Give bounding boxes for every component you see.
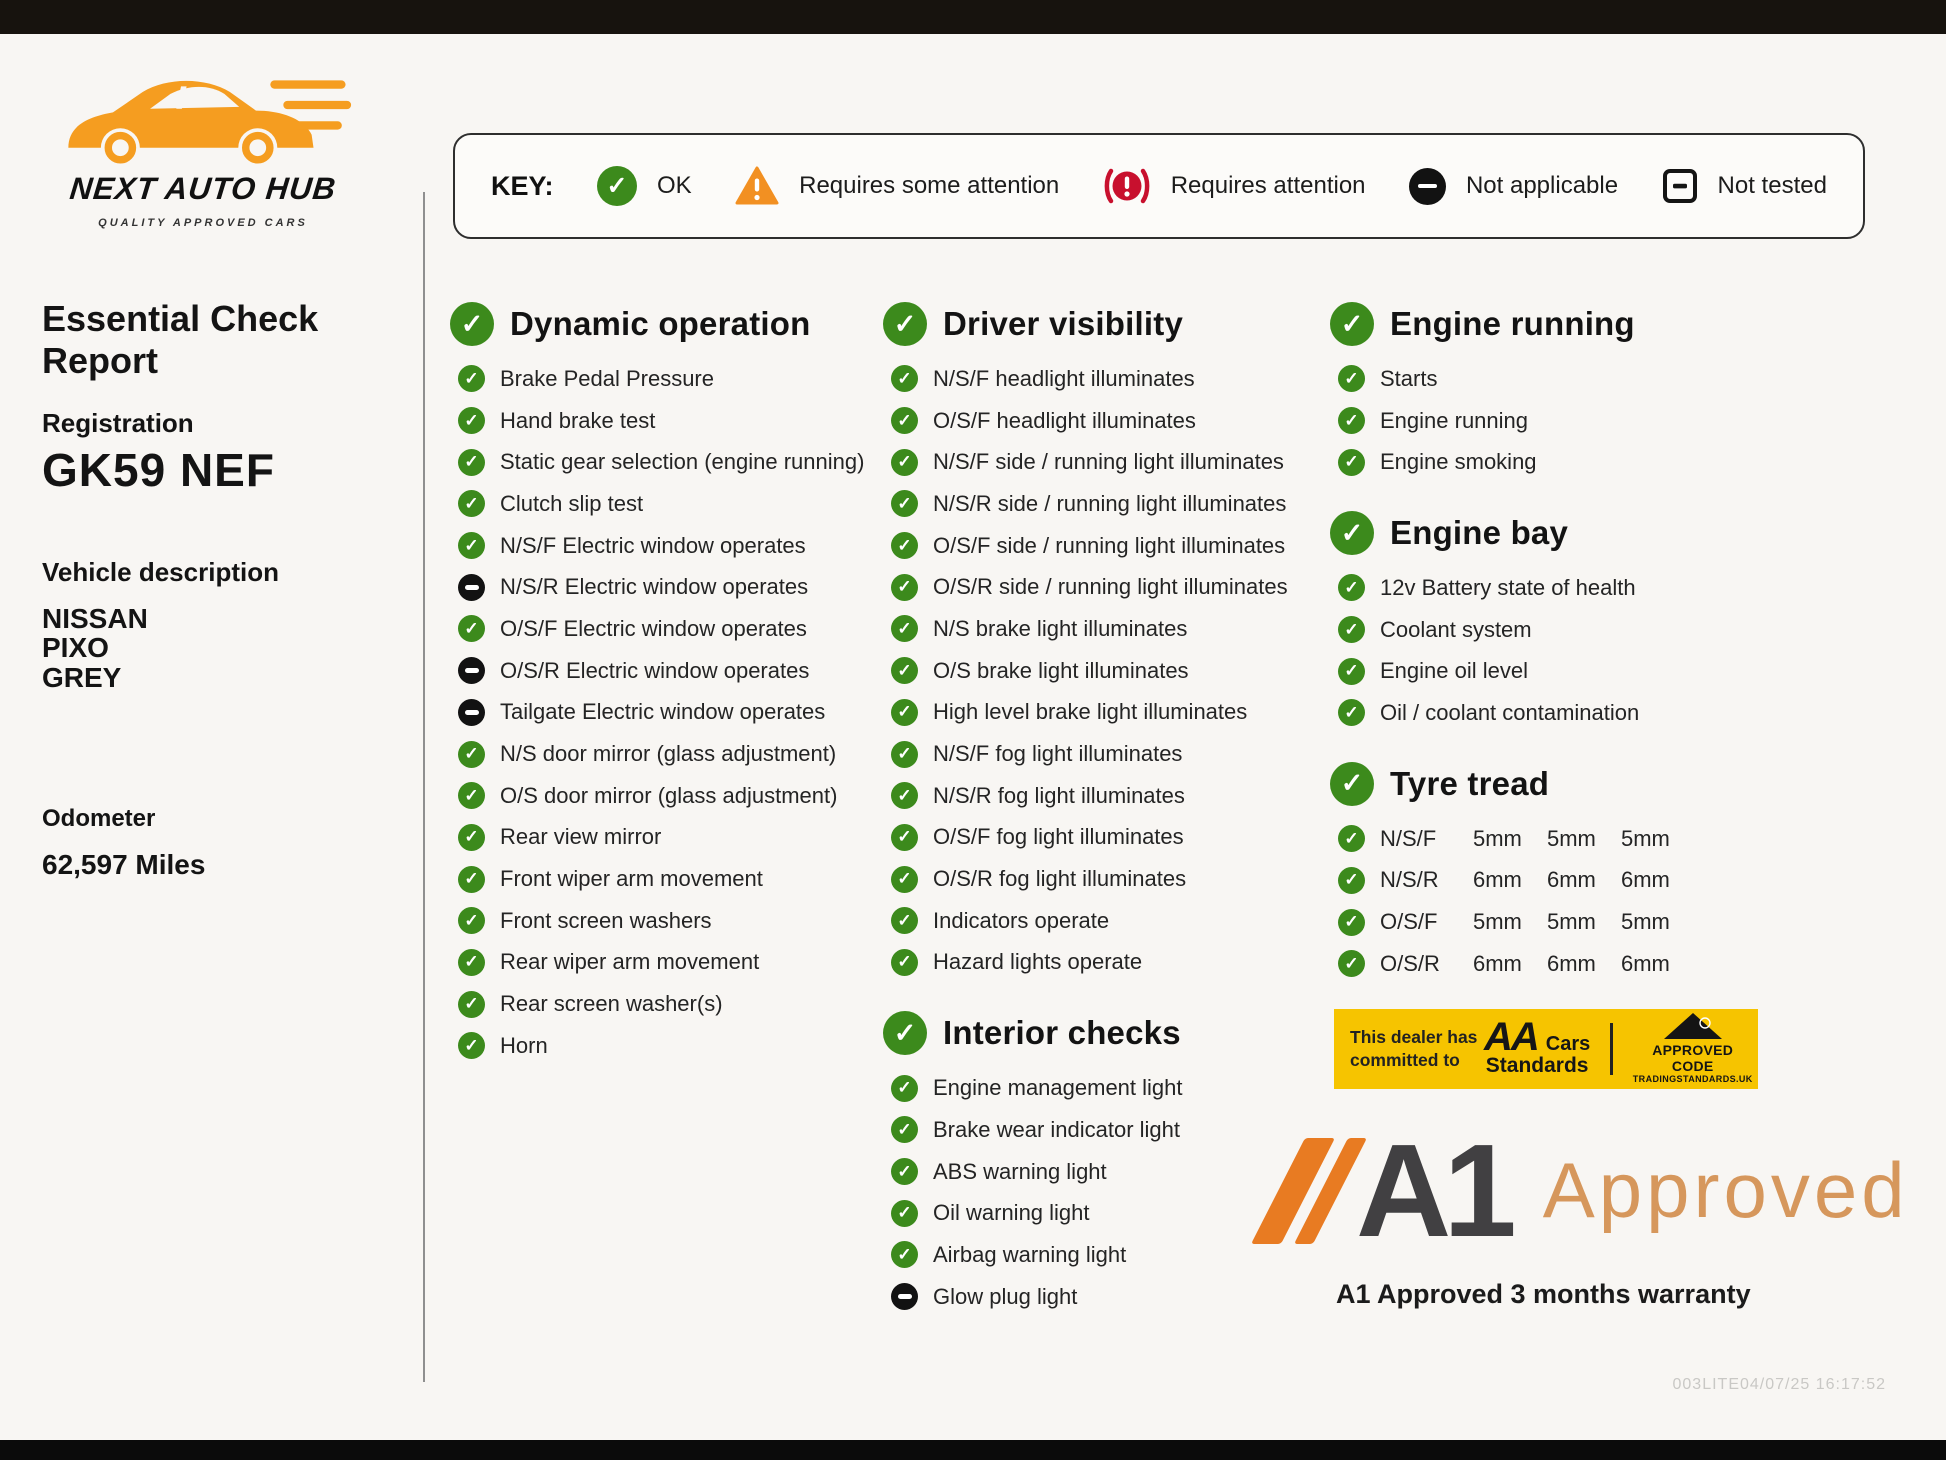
report-sidebar	[42, 298, 387, 881]
warning-triangle-icon	[735, 166, 779, 206]
trading-standards-logo	[1633, 1013, 1753, 1084]
status-ok-icon: ✓	[458, 907, 485, 934]
check-item-label: N/S door mirror (glass adjustment)	[500, 741, 837, 767]
status-ok-icon: ✓	[891, 615, 918, 642]
key-item	[597, 166, 692, 206]
check-item-label: Hand brake test	[500, 407, 656, 433]
tyre-tread-value: 5mm	[1547, 909, 1596, 935]
status-ok-icon: ✓	[1338, 950, 1365, 977]
key-item-label: Requires some attention	[799, 172, 1060, 199]
tyre-tread-value: 6mm	[1473, 867, 1522, 893]
status-ok-icon: ✓	[891, 407, 918, 434]
approved-code-label: APPROVED CODE	[1652, 1042, 1734, 1075]
check-item	[1338, 650, 1942, 692]
status-ok-icon: ✓	[450, 302, 494, 346]
status-ok-icon: ✓	[891, 1200, 918, 1227]
check-item	[458, 692, 895, 734]
key-item-label: OK	[656, 172, 692, 199]
check-item-label: N/S/F fog light illuminates	[933, 741, 1183, 767]
check-item-label: O/S door mirror (glass adjustment)	[500, 782, 838, 808]
check-item-label: O/S/R	[1380, 950, 1440, 976]
section-items	[450, 358, 895, 1067]
check-item-label: N/S/F Electric window operates	[500, 532, 806, 558]
check-item-label: N/S brake light illuminates	[933, 615, 1188, 641]
check-item	[891, 1276, 1338, 1318]
section-header	[450, 298, 895, 350]
aa-standards-label: Standards	[1485, 1054, 1589, 1078]
check-item	[1338, 901, 1942, 943]
check-item	[458, 400, 895, 442]
status-ok-icon: ✓	[458, 741, 485, 768]
status-ok-icon: ✓	[891, 657, 918, 684]
check-item	[1338, 400, 1942, 442]
tyre-tread-value: 5mm	[1473, 825, 1522, 851]
check-item	[458, 441, 895, 483]
odometer-label: Odometer	[42, 804, 156, 832]
aa-mark: AA	[1484, 1015, 1538, 1060]
check-item	[1338, 609, 1942, 651]
status-ok-icon: ✓	[1330, 511, 1374, 555]
check-item	[891, 441, 1338, 483]
check-item-label: Brake wear indicator light	[933, 1116, 1181, 1142]
report-timestamp: 003LITE04/07/25 16:17:52	[1672, 1376, 1886, 1393]
check-item	[891, 483, 1338, 525]
section-title: Interior checks	[943, 1014, 1181, 1052]
status-ok-icon: ✓	[891, 490, 918, 517]
status-ok-icon: ✓	[891, 574, 918, 601]
check-item	[891, 650, 1338, 692]
registration-value: GK59 NEF	[42, 443, 275, 496]
section-header	[1330, 298, 1942, 350]
status-ok-icon: ✓	[458, 407, 485, 434]
tyre-tread-value: 5mm	[1473, 909, 1522, 935]
status-ok-icon: ✓	[891, 532, 918, 559]
check-item-label: Rear view mirror	[500, 824, 662, 850]
check-item	[458, 817, 895, 859]
key-legend-label: KEY:	[491, 170, 554, 201]
check-item	[1338, 860, 1942, 902]
status-ok-icon: ✓	[883, 1011, 927, 1055]
check-item	[458, 942, 895, 984]
check-item	[458, 983, 895, 1025]
status-ok-icon: ✓	[1338, 365, 1365, 392]
status-ok-icon: ✓	[1338, 574, 1365, 601]
tyre-tread-value: 6mm	[1621, 867, 1670, 893]
section-items	[883, 1067, 1338, 1317]
tyre-tread-value: 6mm	[1547, 867, 1596, 893]
status-ok-icon: ✓	[458, 782, 485, 809]
key-item	[1662, 168, 1827, 204]
status-not-applicable-icon	[458, 699, 485, 726]
key-item	[1409, 168, 1618, 205]
status-ok-icon: ✓	[597, 166, 637, 206]
status-ok-icon: ✓	[458, 866, 485, 893]
key-legend	[453, 133, 1865, 239]
check-item-label: ABS warning light	[933, 1158, 1107, 1184]
car-logo-icon	[48, 66, 358, 170]
status-ok-icon: ✓	[891, 866, 918, 893]
odometer-value: 62,597 Miles	[42, 848, 206, 880]
check-item	[458, 525, 895, 567]
check-item	[891, 817, 1338, 859]
check-item-label: O/S/F Electric window operates	[500, 615, 807, 641]
vehicle-description-label: Vehicle description	[42, 556, 279, 587]
dealer-logo	[30, 66, 376, 229]
check-item-label: High level brake light illuminates	[933, 699, 1248, 725]
check-item	[891, 858, 1338, 900]
check-item-label: N/S/R fog light illuminates	[933, 782, 1185, 808]
section-header	[1330, 507, 1942, 559]
check-item-label: Clutch slip test	[500, 490, 644, 516]
column-dynamic-operation	[450, 298, 895, 1091]
status-ok-icon: ✓	[891, 1158, 918, 1185]
check-item	[891, 358, 1338, 400]
check-item-label: Tailgate Electric window operates	[500, 699, 826, 725]
check-item	[891, 608, 1338, 650]
status-ok-icon: ✓	[891, 1116, 918, 1143]
a1-approved-label: Approved	[1542, 1146, 1909, 1235]
a1-approved-logo	[1278, 1116, 1942, 1264]
check-item-label: Brake Pedal Pressure	[500, 365, 714, 391]
section-header	[883, 298, 1338, 350]
status-ok-icon: ✓	[883, 302, 927, 346]
section-title: Dynamic operation	[510, 305, 811, 342]
status-ok-icon: ✓	[1338, 699, 1365, 726]
check-item	[891, 400, 1338, 442]
check-item	[458, 650, 895, 692]
key-item-label: Not tested	[1717, 172, 1827, 199]
section-title: Driver visibility	[943, 305, 1184, 342]
status-ok-icon: ✓	[891, 907, 918, 934]
check-item	[891, 566, 1338, 608]
check-item-label: Horn	[500, 1032, 548, 1058]
key-item	[1103, 166, 1366, 206]
tyre-tread-value: 5mm	[1621, 825, 1670, 851]
check-item	[458, 608, 895, 650]
check-item-label: N/S/F side / running light illuminates	[933, 449, 1284, 475]
vehicle-description-line: PIXO	[42, 632, 109, 664]
check-item-label: O/S/R side / running light illuminates	[933, 574, 1288, 600]
section-header	[883, 1007, 1338, 1059]
check-item-label: O/S brake light illuminates	[933, 657, 1189, 683]
check-item-label: Glow plug light	[933, 1283, 1078, 1309]
tyre-tread-value: 6mm	[1621, 950, 1670, 976]
status-ok-icon: ✓	[458, 365, 485, 392]
check-item-label: Engine running	[1380, 407, 1529, 433]
check-item-label: Indicators operate	[933, 907, 1110, 933]
status-ok-icon: ✓	[891, 824, 918, 851]
status-ok-icon: ✓	[458, 824, 485, 851]
check-item-label: O/S/F	[1380, 909, 1438, 935]
status-not-applicable-icon	[891, 1283, 918, 1310]
check-item	[1338, 358, 1942, 400]
trading-standards-url: TRADINGSTANDARDS.UK	[1632, 1074, 1753, 1085]
column-engine-tyres	[1330, 298, 1942, 1310]
status-ok-icon: ✓	[1338, 449, 1365, 476]
check-item-label: Coolant system	[1380, 616, 1532, 642]
tyre-tread-value: 5mm	[1621, 909, 1670, 935]
aa-standards-banner	[1334, 1009, 1758, 1089]
banner-divider	[1610, 1023, 1613, 1075]
status-ok-icon: ✓	[458, 949, 485, 976]
section-header	[1330, 758, 1942, 810]
status-ok-icon: ✓	[1330, 302, 1374, 346]
report-title: Essential Check Report	[42, 298, 319, 381]
check-item-label: N/S/F headlight illuminates	[933, 365, 1195, 391]
vehicle-description-line: NISSAN	[42, 602, 148, 634]
section-title: Engine running	[1390, 305, 1635, 342]
key-item-label: Requires attention	[1170, 172, 1366, 199]
column-visibility-interior	[883, 298, 1338, 1341]
check-item	[891, 692, 1338, 734]
aa-banner-commitment-text: This dealer has committed to	[1350, 1026, 1478, 1070]
status-ok-icon: ✓	[891, 741, 918, 768]
section-title: Engine bay	[1390, 514, 1569, 552]
check-item	[458, 858, 895, 900]
check-item-label: Starts	[1380, 365, 1438, 391]
status-ok-icon: ✓	[458, 490, 485, 517]
check-item-label: Engine management light	[933, 1075, 1183, 1101]
section-items	[1330, 818, 1942, 985]
status-ok-icon: ✓	[458, 449, 485, 476]
check-item	[458, 733, 895, 775]
check-item	[891, 1151, 1338, 1193]
check-item	[458, 358, 895, 400]
check-item-label: Rear screen washer(s)	[500, 991, 723, 1017]
trading-standards-triangle-icon	[1664, 1013, 1722, 1039]
check-item	[891, 733, 1338, 775]
section-items	[1330, 358, 1942, 483]
check-item	[1338, 818, 1942, 860]
check-item	[891, 775, 1338, 817]
status-not-applicable-icon	[1409, 168, 1446, 205]
alert-icon	[1103, 166, 1151, 206]
check-item-label: Front screen washers	[500, 907, 712, 933]
check-item	[458, 1025, 895, 1067]
check-item	[458, 900, 895, 942]
status-not-applicable-icon	[458, 574, 485, 601]
status-ok-icon: ✓	[1330, 762, 1374, 806]
check-item-label: Hazard lights operate	[933, 949, 1143, 975]
check-item-label: O/S/F headlight illuminates	[933, 407, 1196, 433]
check-item	[458, 566, 895, 608]
check-item-label: N/S/R	[1380, 867, 1439, 893]
bottom-bar	[0, 1440, 1946, 1460]
vertical-divider	[423, 192, 425, 1382]
check-item-label: Oil warning light	[933, 1200, 1090, 1226]
aa-cars-label: Cars	[1545, 1033, 1591, 1056]
section-title: Tyre tread	[1390, 764, 1550, 802]
status-ok-icon: ✓	[458, 1032, 485, 1059]
check-item	[891, 1067, 1338, 1109]
check-item-label: Engine oil level	[1380, 658, 1528, 684]
check-item	[891, 900, 1338, 942]
status-ok-icon: ✓	[1338, 616, 1365, 643]
check-item	[1338, 943, 1942, 985]
check-item	[891, 1109, 1338, 1151]
check-item-label: Oil / coolant contamination	[1380, 699, 1640, 725]
a1-warranty-text: A1 Approved 3 months warranty	[1336, 1278, 1751, 1309]
status-ok-icon: ✓	[458, 615, 485, 642]
key-item-label: Not applicable	[1465, 172, 1619, 199]
check-item-label: O/S/R fog light illuminates	[933, 866, 1187, 892]
status-ok-icon: ✓	[1338, 867, 1365, 894]
a1-mark: A1	[1356, 1116, 1509, 1264]
status-ok-icon: ✓	[1338, 909, 1365, 936]
check-item	[891, 525, 1338, 567]
tyre-tread-value: 5mm	[1547, 825, 1596, 851]
check-item-label: 12v Battery state of health	[1380, 574, 1636, 600]
check-item	[891, 942, 1338, 984]
status-ok-icon: ✓	[891, 449, 918, 476]
tyre-tread-value: 6mm	[1547, 950, 1596, 976]
vehicle-description-value	[42, 604, 387, 693]
check-item-label: Rear wiper arm movement	[500, 949, 760, 975]
status-ok-icon: ✓	[458, 532, 485, 559]
aa-cars-logo	[1484, 1015, 1591, 1078]
tyre-tread-value: 6mm	[1473, 950, 1522, 976]
top-bar	[0, 0, 1946, 34]
check-item-label: Engine smoking	[1380, 449, 1537, 475]
check-item-label: N/S/R side / running light illuminates	[933, 490, 1287, 516]
section-items	[883, 358, 1338, 983]
status-ok-icon: ✓	[891, 699, 918, 726]
status-ok-icon: ✓	[1338, 825, 1365, 852]
section-items	[1330, 567, 1942, 734]
status-ok-icon: ✓	[891, 1241, 918, 1268]
check-item-label: Front wiper arm movement	[500, 866, 763, 892]
check-item	[1338, 441, 1942, 483]
check-item	[1338, 692, 1942, 734]
status-ok-icon: ✓	[1338, 407, 1365, 434]
status-ok-icon: ✓	[1338, 658, 1365, 685]
check-item	[458, 483, 895, 525]
check-item-label: O/S/R Electric window operates	[500, 657, 810, 683]
brand-tagline: QUALITY APPROVED CARS	[98, 217, 308, 229]
status-ok-icon: ✓	[891, 365, 918, 392]
status-not-applicable-icon	[458, 657, 485, 684]
registration-label: Registration	[42, 407, 194, 438]
status-ok-icon: ✓	[891, 949, 918, 976]
brand-name: NEXT AUTO HUB	[68, 171, 338, 206]
check-item-label: N/S/R Electric window operates	[500, 574, 809, 600]
vehicle-description-line: GREY	[42, 661, 122, 693]
status-ok-icon: ✓	[891, 1075, 918, 1102]
not-tested-icon	[1662, 168, 1698, 204]
key-item	[735, 166, 1059, 206]
check-item-label: O/S/F side / running light illuminates	[933, 532, 1286, 558]
status-ok-icon: ✓	[458, 991, 485, 1018]
check-item	[1338, 567, 1942, 609]
check-item-label: Static gear selection (engine running)	[500, 449, 865, 475]
check-item-label: Airbag warning light	[933, 1241, 1127, 1267]
check-item-label: N/S/F	[1380, 825, 1437, 851]
status-ok-icon: ✓	[891, 782, 918, 809]
check-item-label: O/S/F fog light illuminates	[933, 824, 1184, 850]
check-item	[458, 775, 895, 817]
